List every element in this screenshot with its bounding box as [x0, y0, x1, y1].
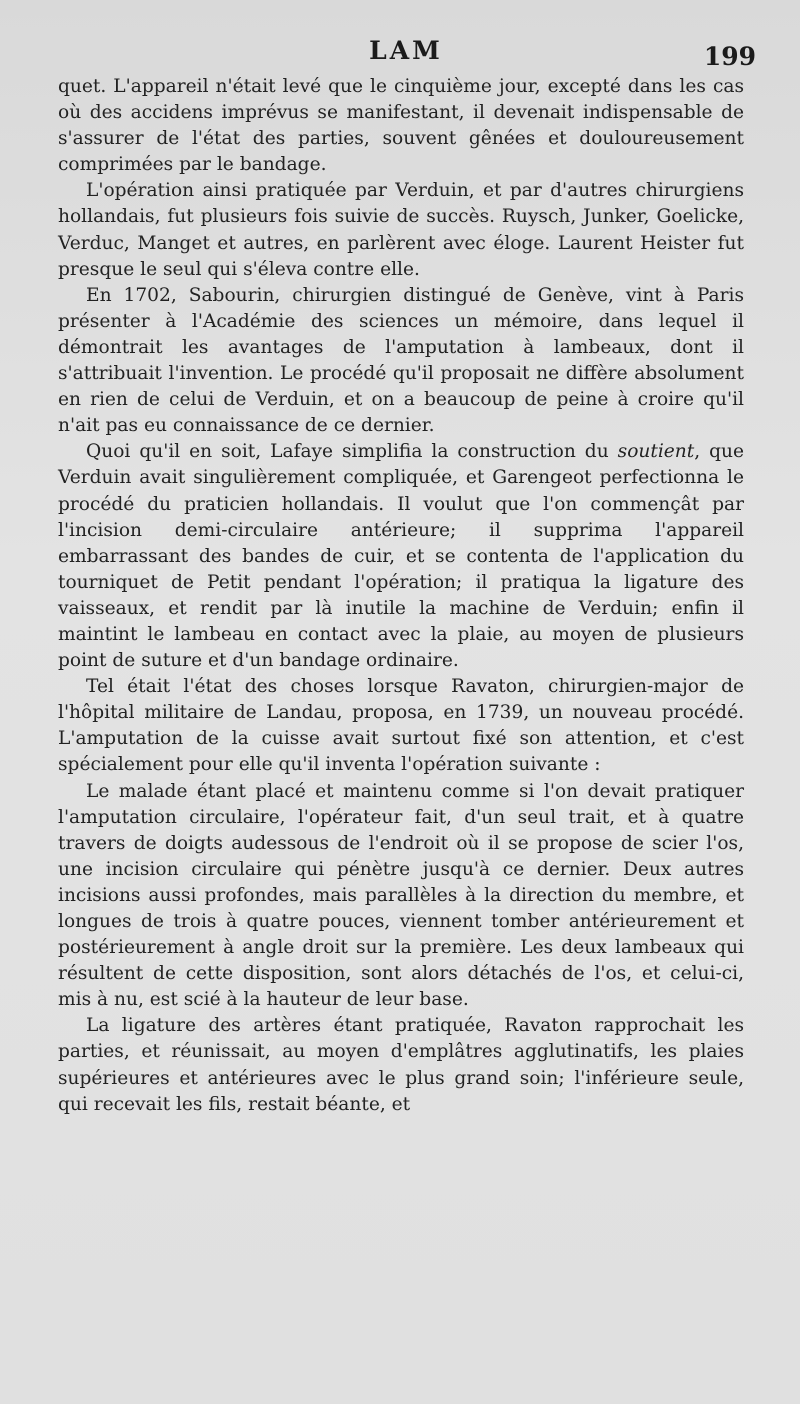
body-text [58, 74, 744, 1118]
paragraph: quet. L'appareil n'était levé que le cinquième jour, excepté dans les cas où des accidens imprévus se manifestant, il devenait indispensable de s'assurer de l'état des parties, souvent gênées et douloureusement comprimées par le bandage. [58, 76, 744, 176]
paragraph-text: , que Verduin avait singulièrement compliquée, et Garengeot perfectionna le procédé du praticien hollandais. Il voulut que l'on commençât par l'incision demi-circulaire antérieure; il supprima l'appareil embarrassant des bandes de cuir, et se contenta de l'application du tourniquet de Petit pendant l'opération; il pratiqua la ligature des vaisseaux, et rendit par là inutile la machine de Verduin; enfin il maintint le lambeau en contact avec la plaie, au moyen de plusieurs point de suture et d'un bandage ordinaire. [58, 441, 745, 672]
running-head: LAM [369, 36, 443, 65]
paragraph-text: Quoi qu'il en soit, Lafaye simplifia la construction du [86, 441, 618, 463]
paragraph: La ligature des artères étant pratiquée, Ravaton rapprochait les parties, et réunissait, au moyen d'emplâtres agglutinatifs, les plaies supérieures et antérieures avec le plus grand soin; l'inférieure seule, qui recevait les fils, restait béante, et [58, 1015, 744, 1115]
paragraph: En 1702, Sabourin, chirurgien distingué de Genève, vint à Paris présenter à l'Académie des sciences un mémoire, dans lequel il démontrait les avantages de l'amputation à lambeaux, dont il s'attribuait l'invention. Le procédé qu'il proposait ne diffère absolument en rien de celui de Verduin, et on a beaucoup de peine à croire qu'il n'ait pas eu connaissance de ce dernier. [58, 284, 744, 437]
paragraph: Le malade étant placé et maintenu comme si l'on devait pratiquer l'amputation circulaire, l'opérateur fait, d'un seul trait, et à quatre travers de doigts audessous de l'endroit où il se propose de scier l'os, une incision circulaire qui pénètre jusqu'à ce dernier. Deux autres incisions aussi profondes, mais parallèles à la direction du membre, et longues de trois à quatre pouces, viennent tomber antérieurement et postérieurement à angle droit sur la première. Les deux lambeaux qui résultent de cette disposition, sont alors détachés de l'os, et celui-ci, mis à nu, est scié à la hauteur de leur base. [58, 780, 744, 1011]
paragraph: L'opération ainsi pratiquée par Verduin, et par d'autres chirurgiens hollandais, fut plusieurs fois suivie de succès. Ruysch, Junker, Goelicke, Verduc, Manget et autres, en parlèrent avec éloge. Laurent Heister fut presque le seul qui s'éleva contre elle. [58, 180, 744, 280]
paragraph: Tel était l'état des choses lorsque Ravaton, chirurgien-major de l'hôpital militaire de Landau, proposa, en 1739, un nouveau procédé. L'amputation de la cuisse avait surtout fixé son attention, et c'est spécialement pour elle qu'il inventa l'opération suivante : [58, 676, 744, 776]
paragraph [58, 439, 744, 674]
page-number: 199 [703, 42, 756, 71]
page-header [56, 36, 756, 72]
italic-term: soutient [617, 441, 695, 463]
